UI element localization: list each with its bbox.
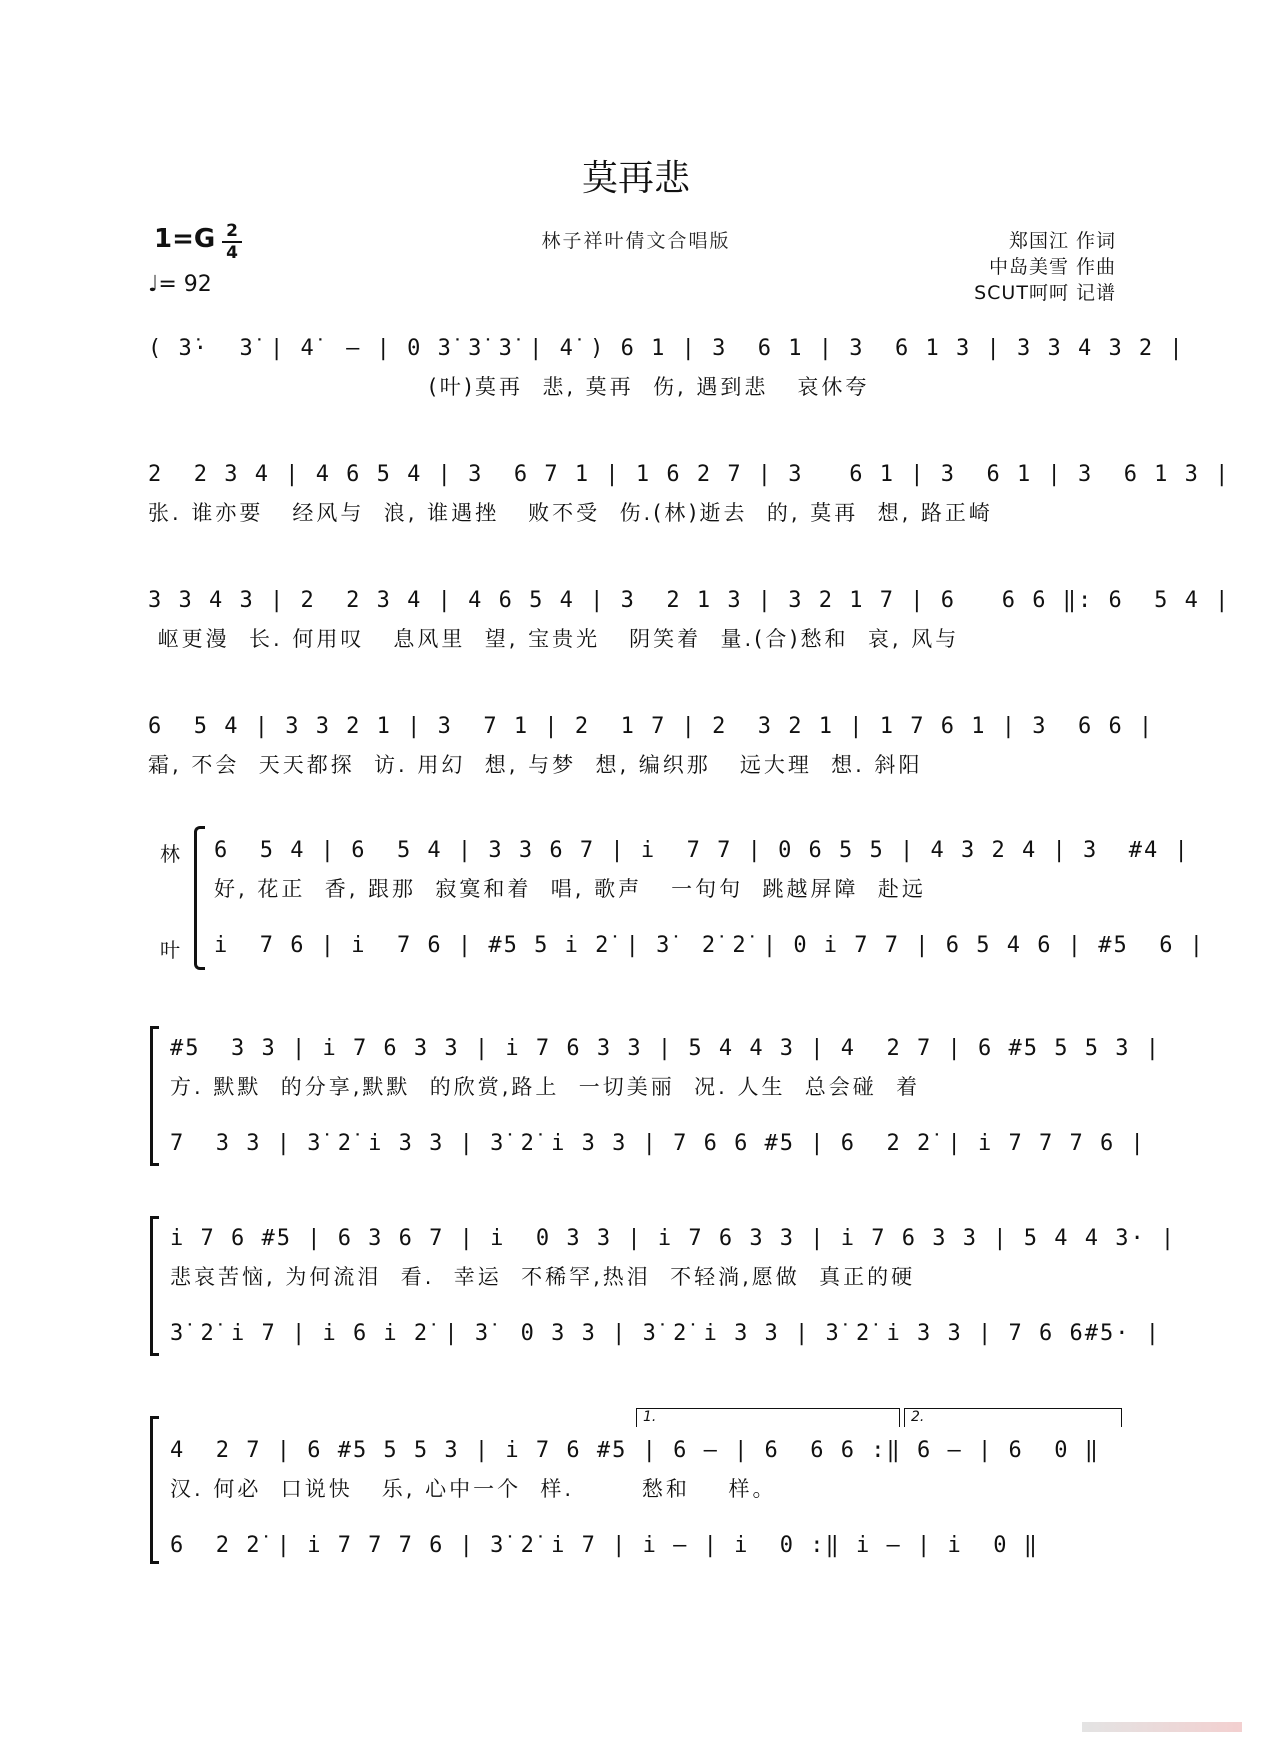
- score-system-8: [170, 1438, 1124, 1558]
- lyrics-line: 汉. 何必 口说快 乐, 心中一个 样. 愁和 样。: [170, 1477, 777, 1501]
- lyrics-line: 悲哀苦恼, 为何流泪 看. 幸运 不稀罕,热泪 不轻淌,愿做 真正的硬: [170, 1265, 916, 1289]
- score-system-1: [148, 336, 1185, 401]
- notes-line-ye: i 7 6 | i 7 6 | #5 5 i 2̇ | 3̇ 2̇ 2̇ | 0 i 7 7 | 6 5 4 6 | #5 6 |: [214, 933, 1205, 958]
- system-bracket: [150, 1026, 159, 1166]
- lyricist-credit: 郑国江 作词: [1008, 230, 1116, 252]
- voice-label-ye: 叶: [160, 938, 180, 962]
- notes-line-lin: 4 2 7 | 6 #5 5 5 3 | i 7 6 #5 | 6 – | 6 6 6 :‖ 6 – | 6 0 ‖: [170, 1438, 1100, 1463]
- notes-line: 6 5 4 | 3 3 2 1 | 3 7 1 | 2 1 7 | 2 3 2 1 | 1 7 6 1 | 3 6 6 |: [148, 714, 1155, 739]
- score-system-7: [170, 1226, 1177, 1346]
- score-system-5: [214, 838, 1205, 958]
- watermark: [1082, 1722, 1242, 1732]
- version-subtitle: 林子祥叶倩文合唱版: [541, 230, 731, 252]
- score-system-2: [148, 462, 1231, 527]
- notes-line: 3 3 4 3 | 2 2 3 4 | 4 6 5 4 | 3 2 1 3 | 3 2 1 7 | 6 6 6 ‖: 6 5 4 |: [148, 588, 1231, 613]
- notes-line-lin: 6 5 4 | 6 5 4 | 3 3 6 7 | i 7 7 | 0 6 5 5 | 4 3 2 4 | 3 #4 |: [214, 838, 1190, 863]
- system-bracket: [150, 1216, 159, 1356]
- voice-brace: [194, 826, 205, 970]
- score-system-4: [148, 714, 1155, 779]
- volta-second-ending: 2.: [904, 1408, 1122, 1427]
- lyrics-line: 张. 谁亦要 经风与 浪, 谁遇挫 败不受 伤.(林)逝去 的, 莫再 想, 路正崎: [148, 501, 993, 525]
- tempo-marking: ♩= 92: [148, 272, 212, 297]
- time-signature-bottom: 4: [226, 243, 238, 263]
- transcriber-credit: SCUT呵呵 记谱: [974, 282, 1116, 304]
- lyrics-line: 岖更漫 长. 何用叹 息风里 望, 宝贵光 阴笑着 量.(合)愁和 哀, 风与: [148, 627, 960, 651]
- song-title: 莫再悲: [581, 158, 690, 199]
- composer-credit: 中岛美雪 作曲: [988, 256, 1116, 278]
- notes-line-lin: #5 3 3 | i 7 6 3 3 | i 7 6 3 3 | 5 4 4 3 | 4 2 7 | 6 #5 5 5 3 |: [170, 1036, 1161, 1061]
- lyrics-line: 好, 花正 香, 跟那 寂寞和着 唱, 歌声 一句句 跳越屏障 赴远: [214, 877, 926, 901]
- time-signature-top: 2: [226, 221, 238, 241]
- lyrics-line: 霜, 不会 天天都探 访. 用幻 想, 与梦 想, 编织那 远大理 想. 斜阳: [148, 753, 923, 777]
- notes-line-ye: 3̇ 2̇ i 7 | i 6 i 2̇ | 3̇ 0 3 3 | 3̇ 2̇ i 3 3 | 3̇ 2̇ i 3 3 | 7 6 6#5· |: [170, 1321, 1161, 1346]
- notes-line-ye: 6 2 2̇ | i 7 7 7 6 | 3̇ 2̇ i 7 | i – | i 0 :‖ i – | i 0 ‖: [170, 1533, 1039, 1558]
- system-bracket: [150, 1416, 159, 1564]
- score-system-6: [170, 1036, 1161, 1156]
- voice-label-lin: 林: [160, 842, 180, 866]
- notes-line-ye: 7 3 3 | 3̇ 2̇ i 3 3 | 3̇ 2̇ i 3 3 | 7 6 6 #5 | 6 2 2̇ | i 7 7 7 6 |: [170, 1131, 1146, 1156]
- notes-line: 2 2 3 4 | 4 6 5 4 | 3 6 7 1 | 1 6 2 7 | 3 6 1 | 3 6 1 | 3 6 1 3 |: [148, 462, 1231, 487]
- time-signature: [222, 222, 242, 262]
- notes-line-lin: i 7 6 #5 | 6 3 6 7 | i 0 3 3 | i 7 6 3 3 | i 7 6 3 3 | 5 4 4 3· |: [170, 1226, 1177, 1251]
- lyrics-line: (叶)莫再 悲, 莫再 伤, 遇到悲 哀休夸: [148, 375, 870, 399]
- key-signature: 1=G: [154, 224, 216, 254]
- volta-first-ending: 1.: [636, 1408, 900, 1427]
- score-system-3: [148, 588, 1231, 653]
- notes-line: ( 3̇· 3̇ | 4̇ – | 0 3̇ 3̇ 3̇ | 4̇ ) 6 1 | 3 6 1 | 3 6 1 3 | 3 3 4 3 2 |: [148, 336, 1185, 361]
- lyrics-line: 方. 默默 的分享,默默 的欣赏,路上 一切美丽 况. 人生 总会碰 着: [170, 1075, 921, 1099]
